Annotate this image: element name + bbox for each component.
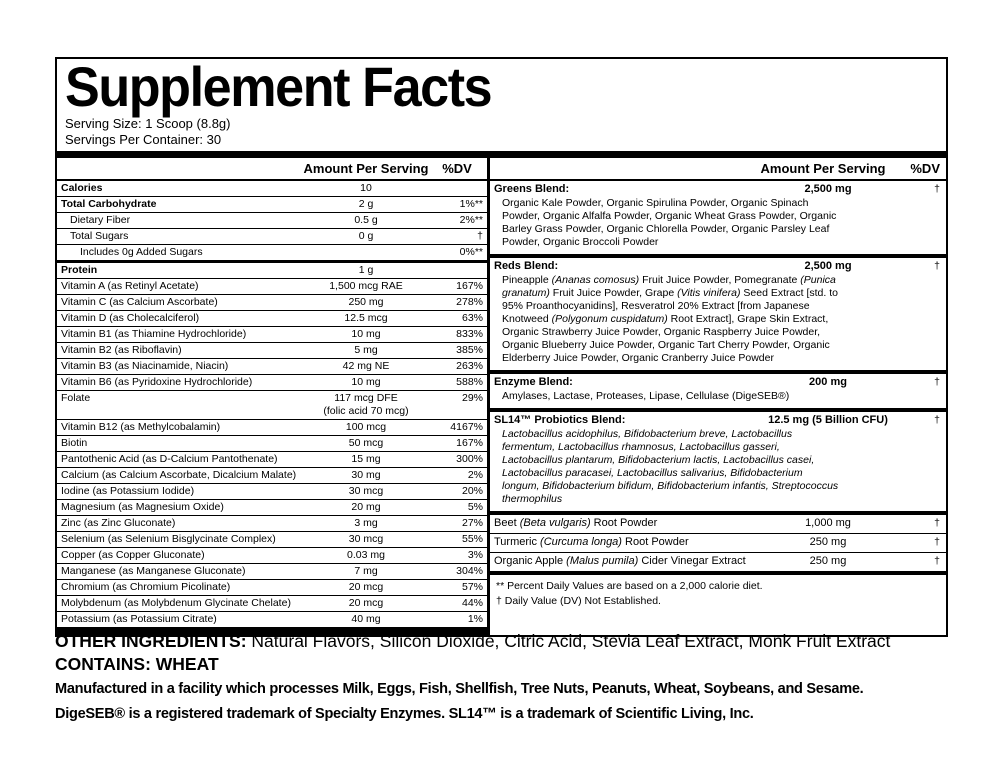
nutrients-table [57, 181, 487, 627]
nutrient-amount: 12.5 mcg [344, 312, 388, 324]
nutrient-amount: 0.03 mg [347, 549, 385, 561]
ingredient-name: Turmeric (Curcuma longa) Root Powder [494, 536, 689, 548]
nutrient-dv: 20% [461, 485, 483, 497]
other-ingredients-line [55, 630, 890, 653]
nutrient-name: Vitamin B6 (as Pyridoxine Hydrochloride) [61, 376, 253, 388]
nutrient-amount: 3 mg [354, 517, 378, 529]
nutrient-name: Vitamin B12 (as Methylcobalamin) [61, 421, 221, 433]
nutrient-name: Vitamin B2 (as Riboflavin) [61, 344, 182, 356]
nutrient-row [57, 260, 487, 278]
blends-container [490, 181, 946, 511]
blend-dv: † [934, 376, 940, 388]
nutrient-amount: 50 mcg [348, 437, 384, 449]
nutrient-row [57, 531, 487, 547]
nutrient-amount: 20 mcg [348, 581, 384, 593]
blend-ingredients: Amylases, Lactase, Proteases, Lipase, Cellulase (DigeSEB®) [502, 390, 790, 402]
nutrient-dv: 63% [461, 312, 483, 324]
nutrient-row [57, 358, 487, 374]
nutrient-dv: 385% [456, 344, 483, 356]
nutrients-column [57, 158, 487, 635]
nutrient-name: Total Carbohydrate [61, 198, 157, 210]
nutrient-row [57, 310, 487, 326]
footnote: † Daily Value (DV) Not Established. [496, 594, 661, 607]
nutrient-row [57, 196, 487, 212]
blend-amount: 200 mg [809, 376, 847, 388]
nutrient-row [57, 483, 487, 499]
nutrient-dv: 167% [456, 437, 483, 449]
nutrient-amount: 10 mg [351, 328, 381, 340]
nutrient-name: Folate [61, 392, 91, 404]
nutrient-row [57, 595, 487, 611]
supplement-facts-panel [55, 57, 948, 637]
ingredient-row [490, 511, 946, 533]
nutrient-dv: 304% [456, 565, 483, 577]
blend-section [490, 370, 946, 408]
amount-per-serving-header: Amount Per Serving [303, 161, 429, 176]
nutrient-dv: 167% [456, 280, 483, 292]
nutrient-name: Potassium (as Potassium Citrate) [61, 613, 217, 625]
nutrient-row [57, 228, 487, 244]
blend-section [490, 254, 946, 370]
ingredient-row [490, 552, 946, 571]
nutrient-row [57, 467, 487, 483]
nutrient-dv: 3% [467, 549, 483, 561]
blend-amount: 2,500 mg [804, 183, 852, 195]
nutrient-row [57, 515, 487, 531]
other-ingredients-label: OTHER INGREDIENTS: [55, 631, 247, 651]
footnote: ** Percent Daily Values are based on a 2,000 calorie diet. [496, 580, 763, 592]
nutrient-name: Includes 0g Added Sugars [80, 246, 203, 258]
other-ingredients-block [55, 630, 890, 676]
nutrient-amount: 100 mcg [345, 421, 387, 433]
nutrient-amount: 250 mg [348, 296, 384, 308]
nutrient-dv: 1%** [459, 198, 483, 210]
blend-ingredients: Organic Kale Powder, Organic Spirulina Powder, Organic Spinach Powder, Organic Alfalfa Powder, Organic Wheat Grass Powder, Organic Barley Grass Powder, Organic Chlorella Powder, Organic Parsley Leaf Powder, Organic Broccoli Powder [502, 197, 837, 248]
right-column-header [490, 158, 946, 181]
nutrient-dv: 2% [467, 469, 483, 481]
blends-column [487, 158, 946, 635]
nutrient-row [57, 611, 487, 627]
nutrient-name: Molybdenum (as Molybdenum Glycinate Chelate) [61, 597, 291, 609]
nutrient-amount: 0.5 g [354, 214, 378, 226]
ingredient-amount: 250 mg [809, 555, 847, 567]
nutrient-row [57, 390, 487, 419]
nutrient-name: Dietary Fiber [70, 214, 131, 226]
blend-section [490, 181, 946, 254]
nutrient-name: Vitamin D (as Cholecalciferol) [61, 312, 200, 324]
nutrient-name: Manganese (as Manganese Gluconate) [61, 565, 246, 577]
ingredient-amount: 1,000 mg [805, 517, 851, 529]
nutrient-dv: 2%** [459, 214, 483, 226]
nutrient-amount: 1 g [358, 264, 374, 276]
amount-per-serving-header: Amount Per Serving [760, 161, 886, 176]
nutrient-row [57, 294, 487, 310]
nutrient-row [57, 435, 487, 451]
nutrient-row [57, 212, 487, 228]
nutrient-dv: 1% [467, 613, 483, 625]
nutrient-name: Vitamin B1 (as Thiamine Hydrochloride) [61, 328, 247, 340]
ingredient-amount: 250 mg [809, 536, 847, 548]
nutrient-name: Magnesium (as Magnesium Oxide) [61, 501, 224, 513]
nutrient-dv: 263% [456, 360, 483, 372]
nutrient-row [57, 326, 487, 342]
nutrient-name: Chromium (as Chromium Picolinate) [61, 581, 231, 593]
facility-statement: Manufactured in a facility which processes Milk, Eggs, Fish, Shellfish, Tree Nuts, Peanuts, Wheat, Soybeans, and Sesame. [55, 680, 864, 697]
nutrient-amount: 5 mg [354, 344, 378, 356]
panel-header [57, 55, 946, 151]
nutrient-amount: 40 mg [351, 613, 381, 625]
left-column-header [57, 158, 487, 181]
nutrient-row [57, 451, 487, 467]
blend-title-row [494, 260, 942, 273]
nutrient-row [57, 499, 487, 515]
blend-amount: 2,500 mg [804, 260, 852, 272]
nutrient-row [57, 563, 487, 579]
nutrient-dv: 0%** [459, 246, 483, 258]
nutrient-dv: 278% [456, 296, 483, 308]
facts-columns [57, 151, 946, 635]
nutrient-amount: 20 mg [351, 501, 381, 513]
blend-ingredients: Pineapple (Ananas comosus) Fruit Juice Powder, Pomegranate (Punica granatum) Fruit Juice Powder, Grape (Vitis vinifera) Seed Extract [std. to 95% Proanthocyanidins], Resveratrol 20% Extract [from Japanese Knotweed (Polygonum cuspidatum) Root Extract], Grape Skin Extract, Organic Strawberry Juice Powder, Organic Raspberry Juice Powder, Organic Blueberry Juice Powder, Organic Tart Cherry Powder, Organic Elderberry Juice Powder, Organic Cranberry Juice Powder [502, 274, 838, 364]
nutrient-amount: 0 g [358, 230, 374, 242]
nutrient-amount: 20 mcg [348, 597, 384, 609]
nutrient-amount: 10 mg [351, 376, 381, 388]
nutrient-amount: 42 mg NE [342, 360, 390, 372]
nutrient-row [57, 244, 487, 260]
nutrient-name: Selenium (as Selenium Bisglycinate Complex) [61, 533, 276, 545]
dv-header: %DV [442, 161, 472, 176]
nutrient-name: Vitamin A (as Retinyl Acetate) [61, 280, 199, 292]
ingredient-dv: † [934, 536, 940, 548]
nutrient-name: Copper (as Copper Gluconate) [61, 549, 205, 561]
blend-amount: 12.5 mg (5 Billion CFU) [768, 414, 888, 426]
panel-title: Supplement Facts [65, 55, 492, 118]
blend-ingredients: Lactobacillus acidophilus, Bifidobacterium breve, Lactobacillus fermentum, Lactobacillus rhamnosus, Lactobacillus gasseri, Lactobacillus plantarum, Bifidobacterium lactis, Lactobacillus casei, Lactobacillus paracasei, Lactobacillus salivarius, Bifidobacterium longum, Bifidobacterium bifidum, Bifidobacterium infantis, Streptococcus thermophilus [502, 428, 839, 505]
nutrient-row [57, 579, 487, 595]
nutrient-dv: 300% [456, 453, 483, 465]
nutrient-dv: 588% [456, 376, 483, 388]
nutrient-dv: 29% [461, 392, 483, 404]
blend-name: Reds Blend: [494, 260, 559, 272]
blend-name: Greens Blend: [494, 183, 570, 195]
ingredient-dv: † [934, 517, 940, 529]
other-ingredients-text: Natural Flavors, Silicon Dioxide, Citric Acid, Stevia Leaf Extract, Monk Fruit Extract [246, 631, 891, 651]
blend-dv: † [934, 414, 940, 426]
servings-per-container: Servings Per Container: 30 [65, 131, 222, 147]
nutrient-name: Calories [61, 182, 103, 194]
nutrient-name: Biotin [61, 437, 88, 449]
nutrient-dv: 57% [461, 581, 483, 593]
nutrient-amount: 1,500 mcg RAE [329, 280, 403, 292]
blend-title-row [494, 183, 942, 196]
dv-header: %DV [910, 161, 940, 176]
footnotes [490, 571, 946, 613]
trademark-statement: DigeSEB® is a registered trademark of Specialty Enzymes. SL14™ is a trademark of Scientific Living, Inc. [55, 705, 754, 722]
nutrient-row [57, 374, 487, 390]
serving-info [65, 116, 938, 147]
ingredient-row [490, 533, 946, 552]
nutrient-amount: 10 [360, 182, 372, 194]
nutrient-amount: 7 mg [354, 565, 378, 577]
nutrient-row [57, 419, 487, 435]
nutrient-amount: 2 g [358, 198, 374, 210]
blend-name: SL14™ Probiotics Blend: [494, 414, 626, 426]
nutrient-dv: 4167% [450, 421, 483, 433]
blend-title-row [494, 414, 942, 427]
nutrient-name: Zinc (as Zinc Gluconate) [61, 517, 176, 529]
blend-section [490, 408, 946, 511]
nutrient-row [57, 342, 487, 358]
nutrient-name: Vitamin B3 (as Niacinamide, Niacin) [61, 360, 229, 372]
nutrient-name: Calcium (as Calcium Ascorbate, Dicalcium Malate) [61, 469, 297, 481]
nutrient-name: Iodine (as Potassium Iodide) [61, 485, 195, 497]
nutrient-dv: 27% [461, 517, 483, 529]
botanicals-container [490, 511, 946, 571]
nutrient-amount: 30 mg [351, 469, 381, 481]
nutrient-row [57, 278, 487, 294]
nutrient-name: Total Sugars [70, 230, 129, 242]
nutrient-dv: 833% [456, 328, 483, 340]
nutrient-name: Protein [61, 264, 98, 276]
nutrient-amount: 30 mcg [348, 533, 384, 545]
nutrient-row [57, 181, 487, 196]
ingredient-name: Beet (Beta vulgaris) Root Powder [494, 517, 658, 529]
ingredient-name: Organic Apple (Malus pumila) Cider Vinegar Extract [494, 555, 746, 567]
nutrient-name: Pantothenic Acid (as D-Calcium Pantothenate) [61, 453, 278, 465]
ingredient-dv: † [934, 555, 940, 567]
nutrient-dv: 44% [461, 597, 483, 609]
blend-name: Enzyme Blend: [494, 376, 573, 388]
nutrient-row [57, 547, 487, 563]
nutrient-dv: 55% [461, 533, 483, 545]
blend-dv: † [934, 260, 940, 272]
nutrient-amount-note: (folic acid 70 mcg) [323, 405, 409, 417]
nutrient-dv: 5% [467, 501, 483, 513]
nutrient-amount: 15 mg [351, 453, 381, 465]
nutrient-name: Vitamin C (as Calcium Ascorbate) [61, 296, 218, 308]
blend-title-row [494, 376, 942, 389]
contains-statement: CONTAINS: WHEAT [55, 654, 219, 674]
nutrient-amount: 117 mcg DFE (folic acid 70 mcg) [301, 392, 431, 418]
nutrient-amount: 30 mcg [348, 485, 384, 497]
blend-dv: † [934, 183, 940, 195]
serving-size: Serving Size: 1 Scoop (8.8g) [65, 116, 231, 131]
nutrient-dv: † [477, 230, 483, 242]
